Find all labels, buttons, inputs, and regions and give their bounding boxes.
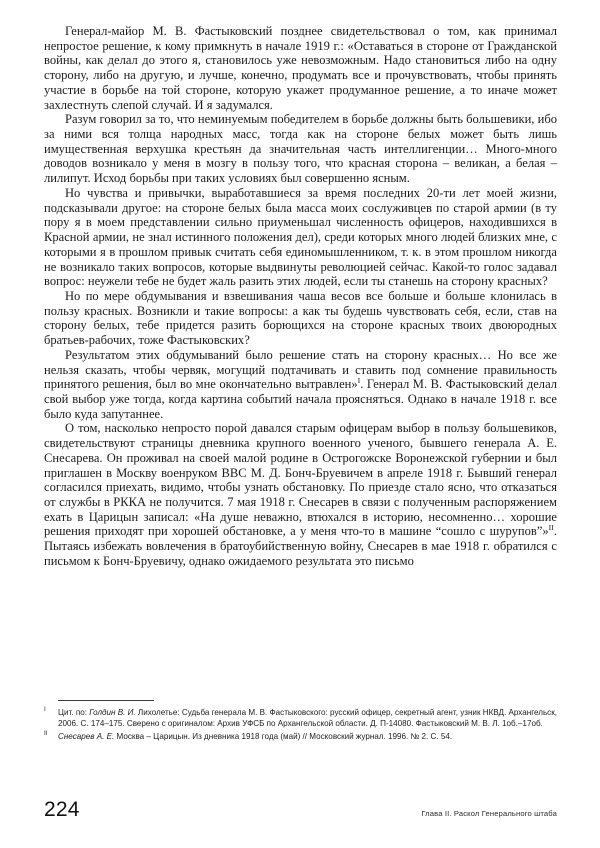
footnote-item: I Цит. по: Голдин В. И. Лихолетье: Судьба генерала М. В. Фастыковского: русский офицер, секретный агент, узник НКВД. Архангельск, 2006. С. 174–175. Сверено с оригиналом: Архив УФСБ по Архангельской области. Д. П-14080. Фастыковский М. В. Л. 1об.–17об. [44, 706, 558, 729]
footnote-text [58, 708, 557, 728]
footnote-separator-rule [58, 700, 154, 701]
footnote-prefix: Цит. по: [58, 708, 90, 717]
body-paragraph: Генерал-майор М. В. Фастыковский позднее свидетельствовал о том, как принимал непростое решение, к кому примкнуть в начале 1919 г.: «Оставаться в стороне от Гражданской войны, как делал до этого я, становилось уже невозможным. Надо становиться либо на одну сторону, либо на другую, и лучше, конечно, продумать все и прочувствовать, чтобы принять участие в борьбе на той стороне, которую укажет продуманное решение, а то иначе может захлестнуть слепой случай. И я задумался. [44, 24, 557, 112]
footnote-author-italic: Голдин В. И. [89, 708, 136, 717]
body-paragraph: Разум говорил за то, что неминуемым победителем в борьбе должны быть большевики, ибо за ними вся толща народных масс, тогда как на стороне белых может быть лишь имущественная верхушка крестьян да значительная часть интеллигенции… Много-много доводов возникало у меня в мозгу в пользу того, что красная сторона – великан, а белая – лилипут. Исход борьбы при таких условиях был совершенно ясным. [44, 112, 557, 186]
body-text-column [44, 24, 557, 569]
page-number: 224 [44, 798, 80, 821]
footnotes-section [44, 700, 557, 743]
body-paragraph [44, 421, 557, 568]
paragraph-text-part: О том, насколько непросто порой давался старым офицерам выбор в пользу большевиков, свидетельствуют страницы дневника крупного военного ученого, бывшего генерала А. Е. Снесарева. Он проживал на своей малой родине в Острогожске Воронежской губернии и был приглашен в Москву военруком ВВС М. Д. Бонч-Бруевичем в апреле 1918 г. Бывший генерал согласился приехать, видимо, чтобы узнать обстановку. По приезде стало ясно, что отказаться от службы в РККА не получится. 7 мая 1918 г. Снесарев в связи с полученным распоряжением ехать в Царицын записал: «На душе неважно, втюхался в историю, несомненно… хорошие решения приходят при хорошей обстановке, а у меня что-то в машине “сошло с шурупов”» [44, 421, 557, 539]
page-footer [0, 798, 600, 838]
body-paragraph: Но чувства и привычки, выработавшиеся за время последних 20-ти лет моей жизни, подсказывали другое: на стороне белых была масса моих сослуживцев по старой армии (в ту пору я в моем представлении сильно приуменьшал численность офицеров, находившихся в Красной армии, не знал истинного положения дел), среди которых много людей близких мне, с которыми я в прошлом привык считать себя единомышленником, т. к. в этом прошлом никогда не возникало таких вопросов, которые выдвинуты революцией сейчас. Какой-то голос задавал вопрос: неужели тебе не будет жаль разить этих людей, если ты станешь на сторону красных? [44, 185, 557, 289]
footnote-rest: Лихолетье: Судьба генерала М. В. Фастыковского: русский офицер, секретный агент, узник НКВД. Архангельск, 2006. С. 174–175. Сверено с оригиналом: Архив УФСБ по Архангельской области. Д. П-14080. Фастыковский М. В. Л. 1об.–17об. [58, 708, 558, 729]
footnote-author-italic: Снесарев А. Е. [58, 731, 115, 741]
footnote-reference-2[interactable]: II [548, 523, 554, 533]
footnote-text [58, 732, 452, 741]
body-paragraph [44, 348, 557, 422]
paragraph-text-part: . Генерал М. В. Фастыковский делал свой выбор уже тогда, когда картина событий начала проясняться. Однако в начале 1918 г. все было куда запутаннее. [44, 377, 558, 421]
body-paragraph: Но по мере обдумывания и взвешивания чаша весов все больше и больше клонилась в пользу красных. Возникли и такие вопросы: а как ты будешь чувствовать себя, если, став на сторону белых, тебе придется разить борющихся на стороне красных твоих двоюродных братьев-рабочих, тоже Фастыковских? [44, 288, 557, 348]
paragraph-text-part: . Пытаясь избежать вовлечения в братоубийственную войну, Снесарев в мае 1918 г. обратился с письмом к Бонч-Бруевичу, однако ожидаемого результата это письмо [44, 524, 557, 568]
running-head: Глава II. Раскол Генерального штаба [421, 809, 557, 818]
footnote-rest: Москва – Царицын. Из дневника 1918 года (май) // Московский журнал. 1996. № 2. С. 54. [114, 731, 453, 741]
footnote-item: II Снесарев А. Е. Москва – Царицын. Из дневника 1918 года (май) // Московский журнал. 1996. № 2. С. 54. [44, 730, 453, 741]
footnote-reference-1[interactable]: I [357, 376, 361, 386]
paragraph-text-part: Результатом этих обдумываний было решение стать на сторону красных… Но все же нельзя сказать, чтобы червяк, могущий подтачивать и ставить под сомнение правильность принятого решения, был во мне окончательно вытравлен» [44, 347, 557, 392]
